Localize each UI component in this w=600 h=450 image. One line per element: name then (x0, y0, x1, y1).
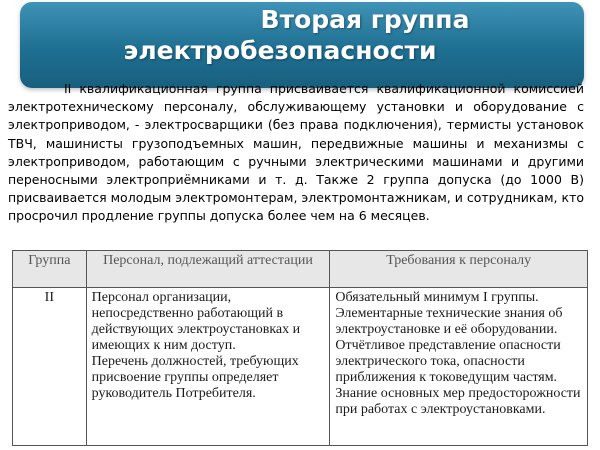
requirements-table-wrapper (12, 250, 588, 446)
header-group: Группа (13, 251, 87, 288)
cell-group: II (13, 288, 87, 446)
title-line-2: электробезопасности (123, 36, 437, 65)
header-requirements: Требования к персоналу (330, 251, 588, 288)
cell-personnel: Персонал организации, непосредственно работающий в действующих электроустановках и имеющих к ним доступ. Перечень должностей, требующих присвоение группы определяет руководитель Потребителя. (86, 288, 330, 446)
cell-requirements: Обязательный минимум I группы. Элементарные технические знания об электроустановке и её оборудовании. Отчётливое представление опасности электрического тока, опасности приближения к токоведущим частям. Знание основных мер предосторожности при работах с электроустановками. (330, 288, 588, 446)
body-paragraph: II квалификационная группа присваивается квалификационной комиссией электротехническому персоналу, обслуживающему установки и оборудование с электроприводом, - электросварщики (без права подключения), термисты установок ТВЧ, машинисты грузоподъемных машин, передвижные машины и механизмы с электроприводом, работающим с ручными электрическими машинами и другими переносными электроприёмниками и т. д. Также 2 группа допуска (до 1000 В) присваивается молодым электромонтерам, электромонтажникам, и сотрудникам, кто просрочил продление группы допуска более чем на 6 месяцев. (8, 81, 584, 224)
slide-title (0, 4, 600, 66)
header-personnel: Персонал, подлежащий аттестации (86, 251, 330, 288)
requirements-table (12, 250, 588, 446)
table-header-row (13, 251, 588, 288)
table-row (13, 288, 588, 446)
title-line-1: Вторая группа (260, 5, 470, 34)
